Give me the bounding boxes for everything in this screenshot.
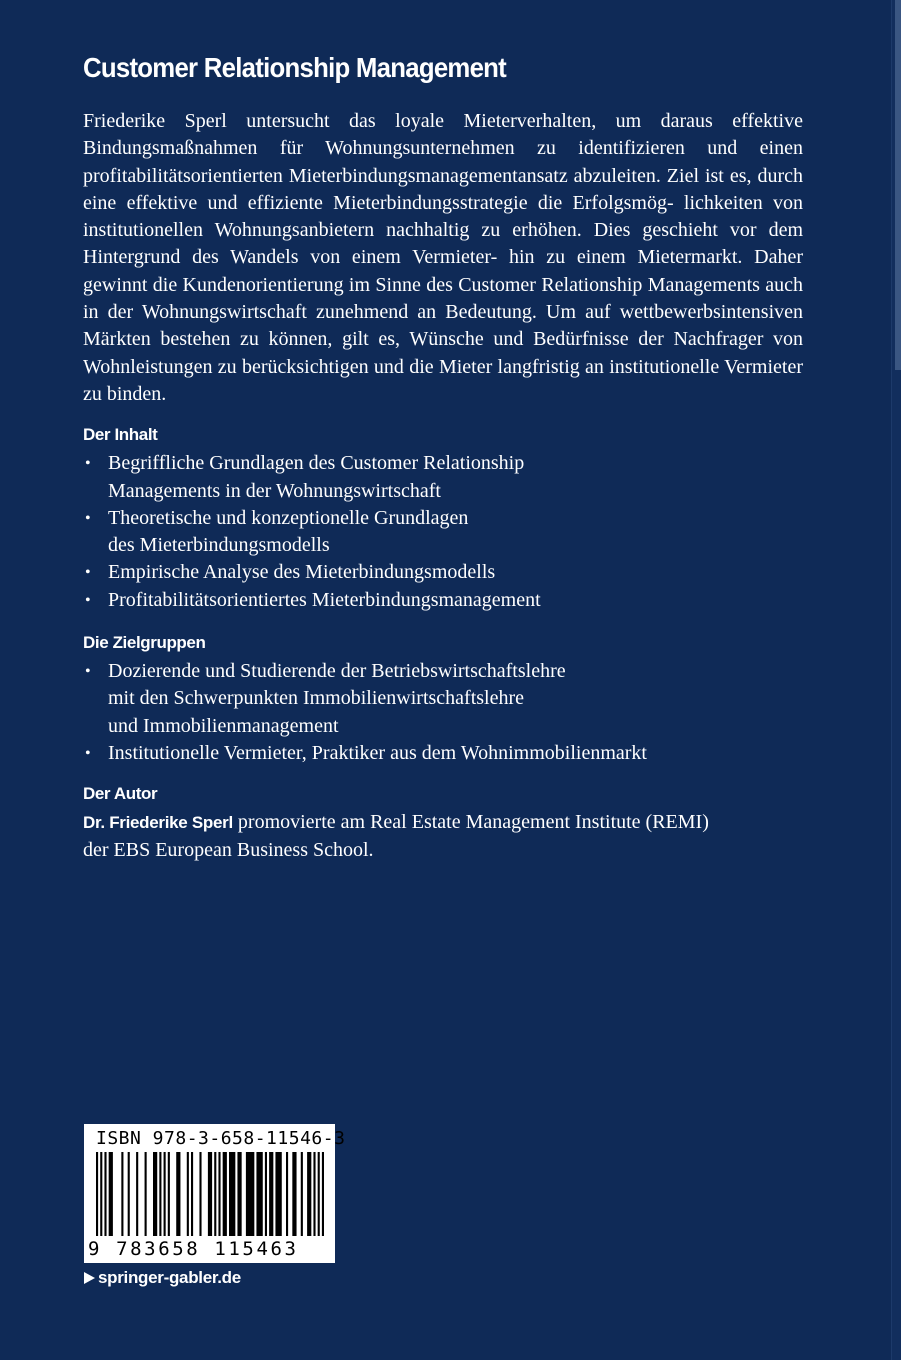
barcode-bar xyxy=(199,1152,201,1236)
barcode-bar xyxy=(229,1152,235,1236)
barcode-bar xyxy=(176,1152,180,1236)
barcode-bar xyxy=(145,1152,147,1236)
list-item xyxy=(83,450,798,505)
list-item-line: Managements in der Wohnungswirtschaft xyxy=(108,479,441,502)
list-item xyxy=(83,658,798,740)
barcode-bar xyxy=(187,1152,189,1236)
barcode-bar xyxy=(256,1152,262,1236)
list-item-line: • Empirische Analyse des Mieterbindungsmodells xyxy=(108,561,496,584)
intro-line: Bedeutung. Um auf wettbewerbsintensiven Märkten bestehen zu können, gilt es, xyxy=(83,301,804,351)
intro-line: Wünsche und Bedürfnisse der Nachfrager von Wohnleistungen zu berücksichtigen xyxy=(83,328,804,378)
author-paragraph xyxy=(83,809,798,864)
barcode-bar xyxy=(292,1152,296,1236)
isbn-barcode xyxy=(84,1124,346,1263)
list-item-line: • Institutionelle Vermieter, Praktiker aus dem Wohnimmobilienmarkt xyxy=(108,741,647,764)
list-item xyxy=(83,505,798,560)
intro-line: geschieht vor dem Hintergrund des Wandels von einem Vermieter- hin zu einem xyxy=(83,219,804,269)
publisher-url: springer-gabler.de xyxy=(98,1268,241,1287)
barcode-bar xyxy=(237,1152,241,1236)
list-item-line: des Mieterbindungsmodells xyxy=(108,534,330,557)
barcode-bar xyxy=(121,1152,123,1236)
intro-line: lichkeiten von institutionellen Wohnungsanbietern nachhaltig zu erhöhen. Dies xyxy=(83,191,804,242)
list-item xyxy=(83,740,798,767)
audience-heading: Die Zielgruppen xyxy=(83,633,206,653)
barcode-bar xyxy=(301,1152,303,1236)
author-text-line2: der EBS European Business School. xyxy=(83,838,374,861)
barcode-bar xyxy=(275,1152,281,1236)
list-item xyxy=(83,559,798,586)
barcode-bar xyxy=(214,1152,216,1236)
barcode-bars xyxy=(96,1152,324,1236)
barcode-bar xyxy=(269,1152,273,1236)
barcode-bar xyxy=(313,1152,315,1236)
barcode-bar xyxy=(136,1152,138,1236)
barcode-bar xyxy=(318,1152,320,1236)
intro-line: profitabilitätsorientierten Mieterbindungsmanagementansatz abzuleiten. Ziel ist xyxy=(83,164,724,187)
list-item-line: • Profitabilitätsorientiertes Mieterbindungsmanagement xyxy=(108,588,541,611)
barcode-bar xyxy=(168,1152,170,1236)
barcode-digits: 9 783658 115463 xyxy=(88,1238,299,1260)
list-item-line: • Begriffliche Grundlagen des Customer Relationship xyxy=(108,452,525,475)
arrow-right-icon xyxy=(84,1272,95,1284)
spine-highlight xyxy=(895,0,901,370)
barcode-bar xyxy=(223,1152,227,1236)
intro-paragraph xyxy=(83,108,803,408)
barcode-bar xyxy=(153,1152,157,1236)
barcode-bar xyxy=(159,1152,161,1236)
publisher-link[interactable] xyxy=(84,1268,241,1288)
content-heading: Der Inhalt xyxy=(83,425,158,445)
barcode-bar xyxy=(246,1152,254,1236)
back-cover-content xyxy=(83,48,804,864)
barcode-bar xyxy=(191,1152,193,1236)
intro-line: Bindungsmaßnahmen für Wohnungsunternehmen zu identifizieren und einen xyxy=(83,137,803,160)
barcode-bar xyxy=(218,1152,220,1236)
list-item-line: und Immobilienmanagement xyxy=(108,714,339,737)
author-heading: Der Autor xyxy=(83,784,158,804)
audience-list xyxy=(83,658,798,767)
list-item-line: • Theoretische und konzeptionelle Grundlagen xyxy=(108,506,469,529)
list-item-line: • Dozierende und Studierende der Betriebswirtschaftslehre xyxy=(108,660,566,683)
barcode-bar xyxy=(208,1152,212,1236)
author-name: Dr. Friederike Sperl xyxy=(83,813,233,833)
intro-line: Friederike Sperl untersucht das loyale Mieterverhalten, um daraus effektive xyxy=(83,110,803,132)
isbn-label: ISBN 978-3-658-11546-3 xyxy=(96,1128,346,1149)
barcode-bar xyxy=(265,1152,267,1236)
barcode-bar xyxy=(286,1152,288,1236)
list-item xyxy=(83,587,798,614)
barcode-bar xyxy=(100,1152,102,1236)
book-title: Customer Relationship Management xyxy=(83,52,507,83)
barcode-bar xyxy=(164,1152,166,1236)
content-list xyxy=(83,450,798,614)
intro-line: es, durch eine effektive und effiziente Mieterbindungsstrategie die Erfolgsmög- xyxy=(83,164,804,214)
intro-line: Mietermarkt. Daher gewinnt die Kundenorientierung im Sinne des Customer xyxy=(83,246,803,296)
intro-line: Relationship Managements auch in der Wohnungswirtschaft zunehmend an xyxy=(83,273,804,324)
barcode-bar xyxy=(109,1152,113,1236)
barcode-bar xyxy=(128,1152,130,1236)
barcode-bar xyxy=(104,1152,106,1236)
barcode-bar xyxy=(307,1152,311,1236)
intro-line: und die Mieter langfristig an institutionelle Vermieter zu binden. xyxy=(83,355,804,405)
list-item-line: mit den Schwerpunkten Immobilienwirtschaftslehre xyxy=(108,687,525,710)
barcode-bar xyxy=(322,1152,324,1236)
barcode-bar xyxy=(96,1152,98,1236)
author-text-line1: promovierte am Real Estate Management Institute (REMI) xyxy=(232,811,709,834)
